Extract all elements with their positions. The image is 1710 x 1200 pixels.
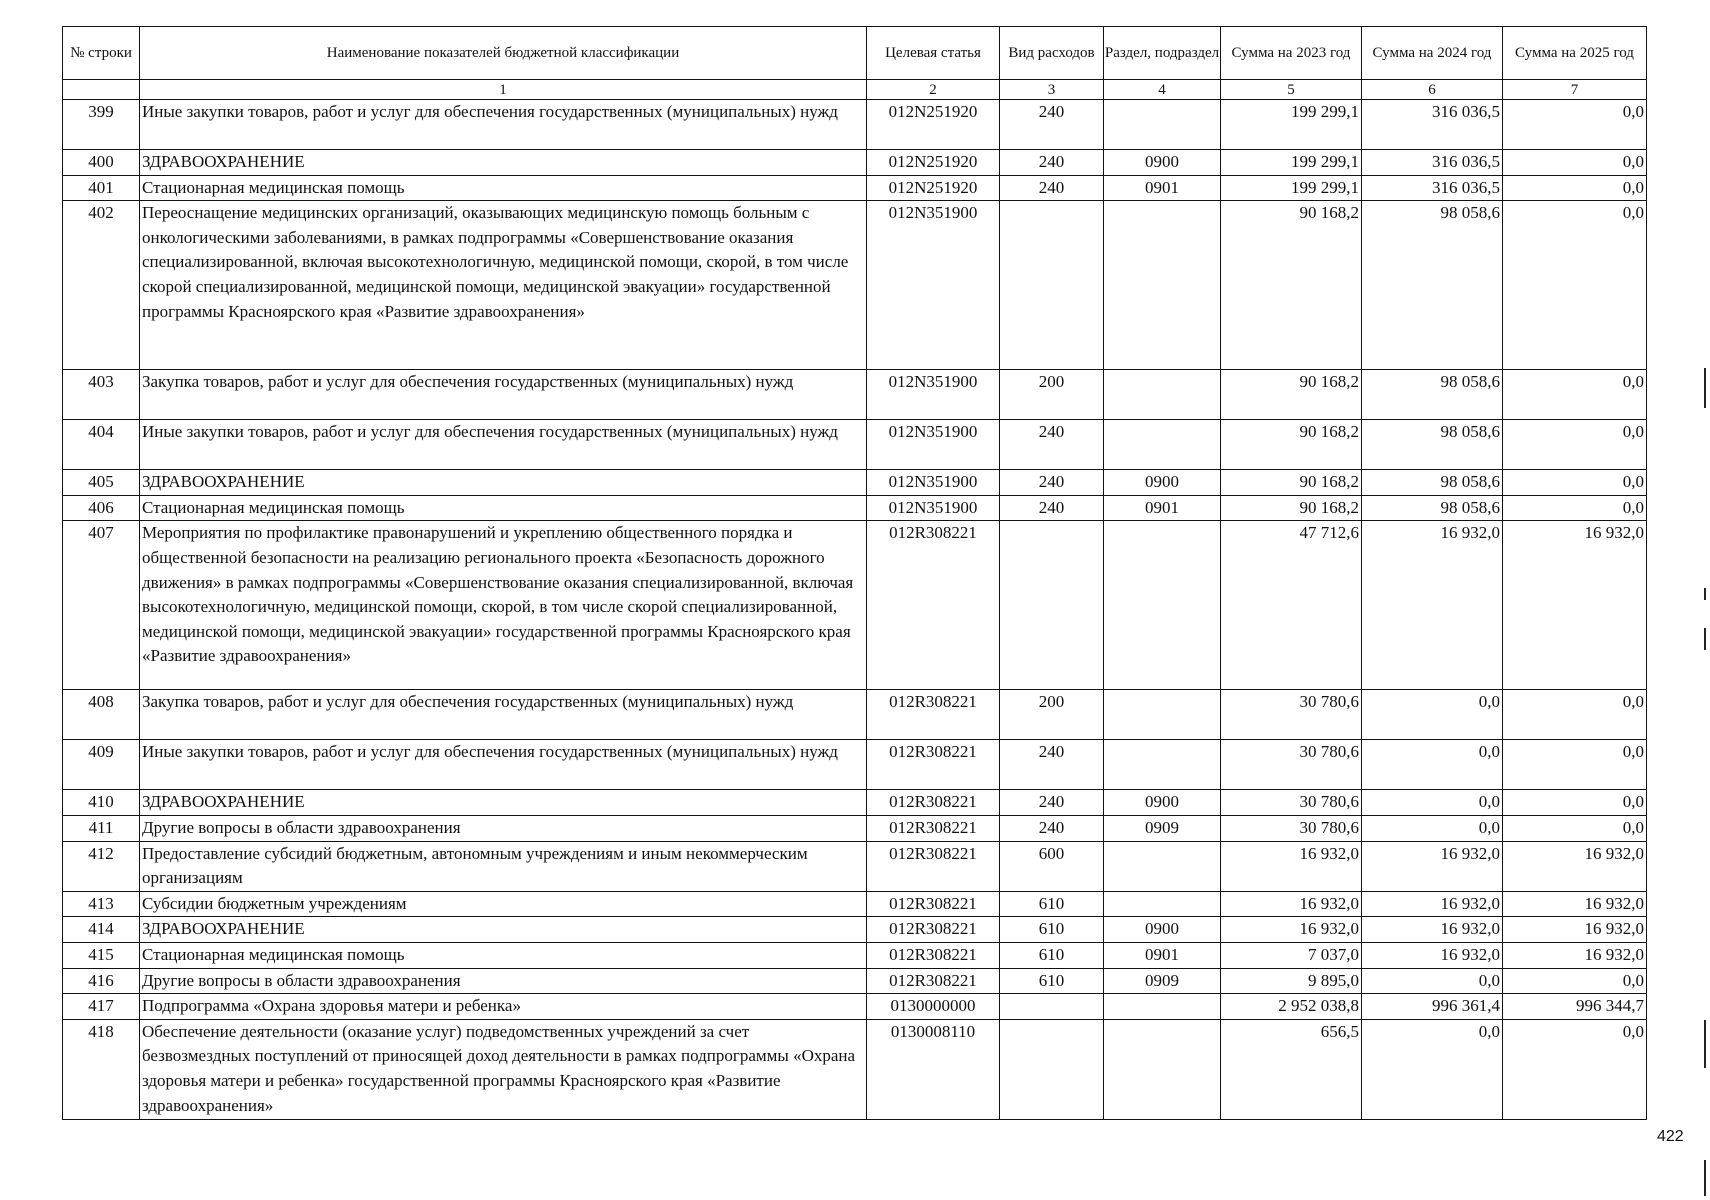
row-number: 412 <box>63 841 140 891</box>
row-target-article: 012R308221 <box>867 690 1000 740</box>
row-sum-2023: 30 780,6 <box>1221 690 1362 740</box>
row-sum-2025: 16 932,0 <box>1503 942 1647 968</box>
row-section <box>1104 1019 1221 1119</box>
row-sum-2024: 16 932,0 <box>1362 841 1503 891</box>
row-sum-2024: 0,0 <box>1362 968 1503 994</box>
row-name: ЗДРАВООХРАНЕНИЕ <box>140 790 867 816</box>
row-expense-type: 240 <box>1000 790 1104 816</box>
row-sum-2023: 47 712,6 <box>1221 521 1362 690</box>
row-number: 406 <box>63 495 140 521</box>
table-row <box>63 891 1647 917</box>
row-sum-2023: 90 168,2 <box>1221 370 1362 420</box>
row-number: 410 <box>63 790 140 816</box>
row-expense-type <box>1000 521 1104 690</box>
column-number: 6 <box>1362 80 1503 100</box>
row-sum-2025: 996 344,7 <box>1503 994 1647 1020</box>
row-name: ЗДРАВООХРАНЕНИЕ <box>140 470 867 496</box>
row-target-article: 012N351900 <box>867 370 1000 420</box>
row-name: Предоставление субсидий бюджетным, автономным учреждениям и иным некоммерческим организациям <box>140 841 867 891</box>
row-section <box>1104 521 1221 690</box>
row-number: 405 <box>63 470 140 496</box>
row-expense-type: 200 <box>1000 370 1104 420</box>
row-sum-2023: 30 780,6 <box>1221 740 1362 790</box>
row-sum-2023: 90 168,2 <box>1221 420 1362 470</box>
row-target-article: 012N351900 <box>867 470 1000 496</box>
row-sum-2024: 98 058,6 <box>1362 470 1503 496</box>
row-section <box>1104 994 1221 1020</box>
row-name: Закупка товаров, работ и услуг для обеспечения государственных (муниципальных) нужд <box>140 690 867 740</box>
row-sum-2024: 0,0 <box>1362 1019 1503 1119</box>
row-sum-2025: 16 932,0 <box>1503 841 1647 891</box>
row-sum-2023: 7 037,0 <box>1221 942 1362 968</box>
table-row <box>63 100 1647 150</box>
row-sum-2025: 0,0 <box>1503 420 1647 470</box>
table-body <box>63 100 1647 1120</box>
row-section: 0900 <box>1104 150 1221 176</box>
row-name: Другие вопросы в области здравоохранения <box>140 968 867 994</box>
table-row <box>63 201 1647 370</box>
budget-document <box>62 26 1646 1120</box>
row-name: Иные закупки товаров, работ и услуг для обеспечения государственных (муниципальных) нужд <box>140 100 867 150</box>
row-sum-2023: 2 952 038,8 <box>1221 994 1362 1020</box>
row-target-article: 012R308221 <box>867 942 1000 968</box>
table-header <box>63 27 1647 100</box>
column-number: 4 <box>1104 80 1221 100</box>
row-expense-type <box>1000 1019 1104 1119</box>
row-sum-2023: 16 932,0 <box>1221 917 1362 943</box>
row-name: Стационарная медицинская помощь <box>140 495 867 521</box>
header-sum-2024: Сумма на 2024 год <box>1362 27 1503 80</box>
row-name: Закупка товаров, работ и услуг для обеспечения государственных (муниципальных) нужд <box>140 370 867 420</box>
row-sum-2024: 98 058,6 <box>1362 201 1503 370</box>
row-target-article: 012N251920 <box>867 175 1000 201</box>
row-sum-2023: 30 780,6 <box>1221 790 1362 816</box>
row-sum-2024: 316 036,5 <box>1362 150 1503 176</box>
row-number: 403 <box>63 370 140 420</box>
row-sum-2024: 0,0 <box>1362 790 1503 816</box>
row-target-article: 012R308221 <box>867 521 1000 690</box>
row-section: 0900 <box>1104 790 1221 816</box>
header-sum-2023: Сумма на 2023 год <box>1221 27 1362 80</box>
row-sum-2025: 0,0 <box>1503 201 1647 370</box>
row-number: 413 <box>63 891 140 917</box>
row-expense-type: 240 <box>1000 150 1104 176</box>
row-name: Иные закупки товаров, работ и услуг для обеспечения государственных (муниципальных) нужд <box>140 740 867 790</box>
row-number: 418 <box>63 1019 140 1119</box>
row-sum-2025: 0,0 <box>1503 740 1647 790</box>
row-sum-2024: 98 058,6 <box>1362 495 1503 521</box>
row-sum-2025: 0,0 <box>1503 495 1647 521</box>
row-name: Подпрограмма «Охрана здоровья матери и ребенка» <box>140 994 867 1020</box>
row-name: Обеспечение деятельности (оказание услуг) подведомственных учреждений за счет безвозмездных поступлений от приносящей доход деятельности в рамках подпрограммы «Охрана здоровья матери и ребенка» государственной программы Красноярского края «Развитие здравоохранения» <box>140 1019 867 1119</box>
table-row <box>63 740 1647 790</box>
table-row <box>63 942 1647 968</box>
scan-edge-mark <box>1704 628 1706 650</box>
row-target-article: 012R308221 <box>867 740 1000 790</box>
row-expense-type: 610 <box>1000 942 1104 968</box>
table-row <box>63 521 1647 690</box>
header-expense-type: Вид расходов <box>1000 27 1104 80</box>
row-sum-2025: 0,0 <box>1503 470 1647 496</box>
row-sum-2024: 996 361,4 <box>1362 994 1503 1020</box>
row-target-article: 012R308221 <box>867 841 1000 891</box>
row-number: 407 <box>63 521 140 690</box>
row-target-article: 012N351900 <box>867 201 1000 370</box>
row-sum-2023: 656,5 <box>1221 1019 1362 1119</box>
row-target-article: 012R308221 <box>867 815 1000 841</box>
row-sum-2023: 199 299,1 <box>1221 150 1362 176</box>
table-row <box>63 370 1647 420</box>
row-sum-2023: 90 168,2 <box>1221 201 1362 370</box>
row-target-article: 012N351900 <box>867 495 1000 521</box>
row-sum-2025: 16 932,0 <box>1503 521 1647 690</box>
row-section: 0909 <box>1104 968 1221 994</box>
row-expense-type: 240 <box>1000 175 1104 201</box>
table-row <box>63 150 1647 176</box>
row-section <box>1104 891 1221 917</box>
row-sum-2023: 199 299,1 <box>1221 175 1362 201</box>
row-name: Переоснащение медицинских организаций, оказывающих медицинскую помощь больным с онкологическими заболеваниями, в рамках подпрограммы «Совершенствование оказания специализированной, включая высокотехнологичную, медицинской помощи, скорой, в том числе скорой специализированной, медицинской помощи, медицинской эвакуации» государственной программы Красноярского края «Развитие здравоохранения» <box>140 201 867 370</box>
row-section: 0900 <box>1104 917 1221 943</box>
table-row <box>63 790 1647 816</box>
row-target-article: 012N251920 <box>867 100 1000 150</box>
row-number: 399 <box>63 100 140 150</box>
row-expense-type: 240 <box>1000 815 1104 841</box>
scan-edge-mark <box>1704 1020 1706 1068</box>
row-sum-2025: 0,0 <box>1503 370 1647 420</box>
row-section <box>1104 690 1221 740</box>
row-sum-2025: 0,0 <box>1503 150 1647 176</box>
row-expense-type: 610 <box>1000 917 1104 943</box>
row-sum-2025: 0,0 <box>1503 100 1647 150</box>
row-section <box>1104 100 1221 150</box>
row-expense-type <box>1000 201 1104 370</box>
row-name: ЗДРАВООХРАНЕНИЕ <box>140 917 867 943</box>
row-name: Другие вопросы в области здравоохранения <box>140 815 867 841</box>
row-expense-type: 610 <box>1000 968 1104 994</box>
column-number: 3 <box>1000 80 1104 100</box>
table-row <box>63 690 1647 740</box>
row-sum-2024: 316 036,5 <box>1362 175 1503 201</box>
budget-table <box>62 26 1647 1120</box>
header-target-article: Целевая статья <box>867 27 1000 80</box>
row-target-article: 012R308221 <box>867 968 1000 994</box>
column-number: 7 <box>1503 80 1647 100</box>
row-sum-2024: 316 036,5 <box>1362 100 1503 150</box>
header-name: Наименование показателей бюджетной классификации <box>140 27 867 80</box>
page-number: 422 <box>1657 1128 1684 1145</box>
row-number: 415 <box>63 942 140 968</box>
row-section: 0901 <box>1104 175 1221 201</box>
table-row <box>63 841 1647 891</box>
row-number: 411 <box>63 815 140 841</box>
row-sum-2024: 16 932,0 <box>1362 917 1503 943</box>
table-row <box>63 1019 1647 1119</box>
row-name: Мероприятия по профилактике правонарушений и укреплению общественного порядка и общественной безопасности на реализацию регионального проекта «Безопасность дорожного движения» в рамках подпрограммы «Совершенствование оказания специализированной, включая высокотехнологичную, медицинской помощи, скорой, в том числе скорой специализированной, медицинской помощи, медицинской эвакуации» государственной программы Красноярского края «Развитие здравоохранения» <box>140 521 867 690</box>
row-section <box>1104 740 1221 790</box>
row-sum-2024: 0,0 <box>1362 815 1503 841</box>
row-name: Иные закупки товаров, работ и услуг для обеспечения государственных (муниципальных) нужд <box>140 420 867 470</box>
row-sum-2023: 90 168,2 <box>1221 470 1362 496</box>
row-target-article: 012N351900 <box>867 420 1000 470</box>
row-section <box>1104 420 1221 470</box>
header-section: Раздел, подраздел <box>1104 27 1221 80</box>
row-number: 408 <box>63 690 140 740</box>
column-numbers-row <box>63 80 1647 100</box>
row-sum-2023: 16 932,0 <box>1221 841 1362 891</box>
row-expense-type: 240 <box>1000 470 1104 496</box>
row-target-article: 012R308221 <box>867 790 1000 816</box>
row-target-article: 012R308221 <box>867 917 1000 943</box>
row-section: 0909 <box>1104 815 1221 841</box>
row-sum-2024: 16 932,0 <box>1362 521 1503 690</box>
row-number: 416 <box>63 968 140 994</box>
row-sum-2025: 0,0 <box>1503 815 1647 841</box>
row-section <box>1104 841 1221 891</box>
row-sum-2025: 0,0 <box>1503 690 1647 740</box>
row-section: 0900 <box>1104 470 1221 496</box>
row-sum-2024: 16 932,0 <box>1362 942 1503 968</box>
row-number: 402 <box>63 201 140 370</box>
row-name: Стационарная медицинская помощь <box>140 175 867 201</box>
row-expense-type: 240 <box>1000 420 1104 470</box>
row-sum-2024: 0,0 <box>1362 690 1503 740</box>
row-target-article: 012R308221 <box>867 891 1000 917</box>
row-number: 400 <box>63 150 140 176</box>
row-sum-2025: 0,0 <box>1503 790 1647 816</box>
row-sum-2025: 0,0 <box>1503 175 1647 201</box>
row-sum-2023: 30 780,6 <box>1221 815 1362 841</box>
row-expense-type: 200 <box>1000 690 1104 740</box>
row-number: 417 <box>63 994 140 1020</box>
table-row <box>63 815 1647 841</box>
column-number-blank <box>63 80 140 100</box>
table-row <box>63 495 1647 521</box>
row-expense-type: 240 <box>1000 100 1104 150</box>
row-name: Стационарная медицинская помощь <box>140 942 867 968</box>
row-expense-type <box>1000 994 1104 1020</box>
row-number: 409 <box>63 740 140 790</box>
row-sum-2025: 0,0 <box>1503 1019 1647 1119</box>
table-row <box>63 968 1647 994</box>
row-expense-type: 610 <box>1000 891 1104 917</box>
row-sum-2023: 9 895,0 <box>1221 968 1362 994</box>
table-row <box>63 917 1647 943</box>
scan-edge-mark <box>1704 1160 1706 1196</box>
row-target-article: 0130008110 <box>867 1019 1000 1119</box>
header-row-no: № строки <box>63 27 140 80</box>
row-target-article: 0130000000 <box>867 994 1000 1020</box>
row-sum-2024: 98 058,6 <box>1362 420 1503 470</box>
row-sum-2025: 0,0 <box>1503 968 1647 994</box>
table-row <box>63 420 1647 470</box>
row-expense-type: 600 <box>1000 841 1104 891</box>
row-number: 404 <box>63 420 140 470</box>
scan-edge-mark <box>1704 368 1706 408</box>
row-name: ЗДРАВООХРАНЕНИЕ <box>140 150 867 176</box>
row-sum-2025: 16 932,0 <box>1503 917 1647 943</box>
scan-edge-mark <box>1704 588 1706 600</box>
row-sum-2023: 16 932,0 <box>1221 891 1362 917</box>
row-sum-2024: 16 932,0 <box>1362 891 1503 917</box>
row-section: 0901 <box>1104 942 1221 968</box>
header-sum-2025: Сумма на 2025 год <box>1503 27 1647 80</box>
row-sum-2024: 0,0 <box>1362 740 1503 790</box>
row-number: 401 <box>63 175 140 201</box>
table-row <box>63 994 1647 1020</box>
row-sum-2023: 199 299,1 <box>1221 100 1362 150</box>
column-number: 5 <box>1221 80 1362 100</box>
row-expense-type: 240 <box>1000 495 1104 521</box>
column-number: 2 <box>867 80 1000 100</box>
row-section <box>1104 370 1221 420</box>
table-row <box>63 470 1647 496</box>
column-number: 1 <box>140 80 867 100</box>
row-section: 0901 <box>1104 495 1221 521</box>
row-sum-2025: 16 932,0 <box>1503 891 1647 917</box>
row-section <box>1104 201 1221 370</box>
table-row <box>63 175 1647 201</box>
row-number: 414 <box>63 917 140 943</box>
row-sum-2024: 98 058,6 <box>1362 370 1503 420</box>
row-sum-2023: 90 168,2 <box>1221 495 1362 521</box>
row-name: Субсидии бюджетным учреждениям <box>140 891 867 917</box>
row-target-article: 012N251920 <box>867 150 1000 176</box>
row-expense-type: 240 <box>1000 740 1104 790</box>
